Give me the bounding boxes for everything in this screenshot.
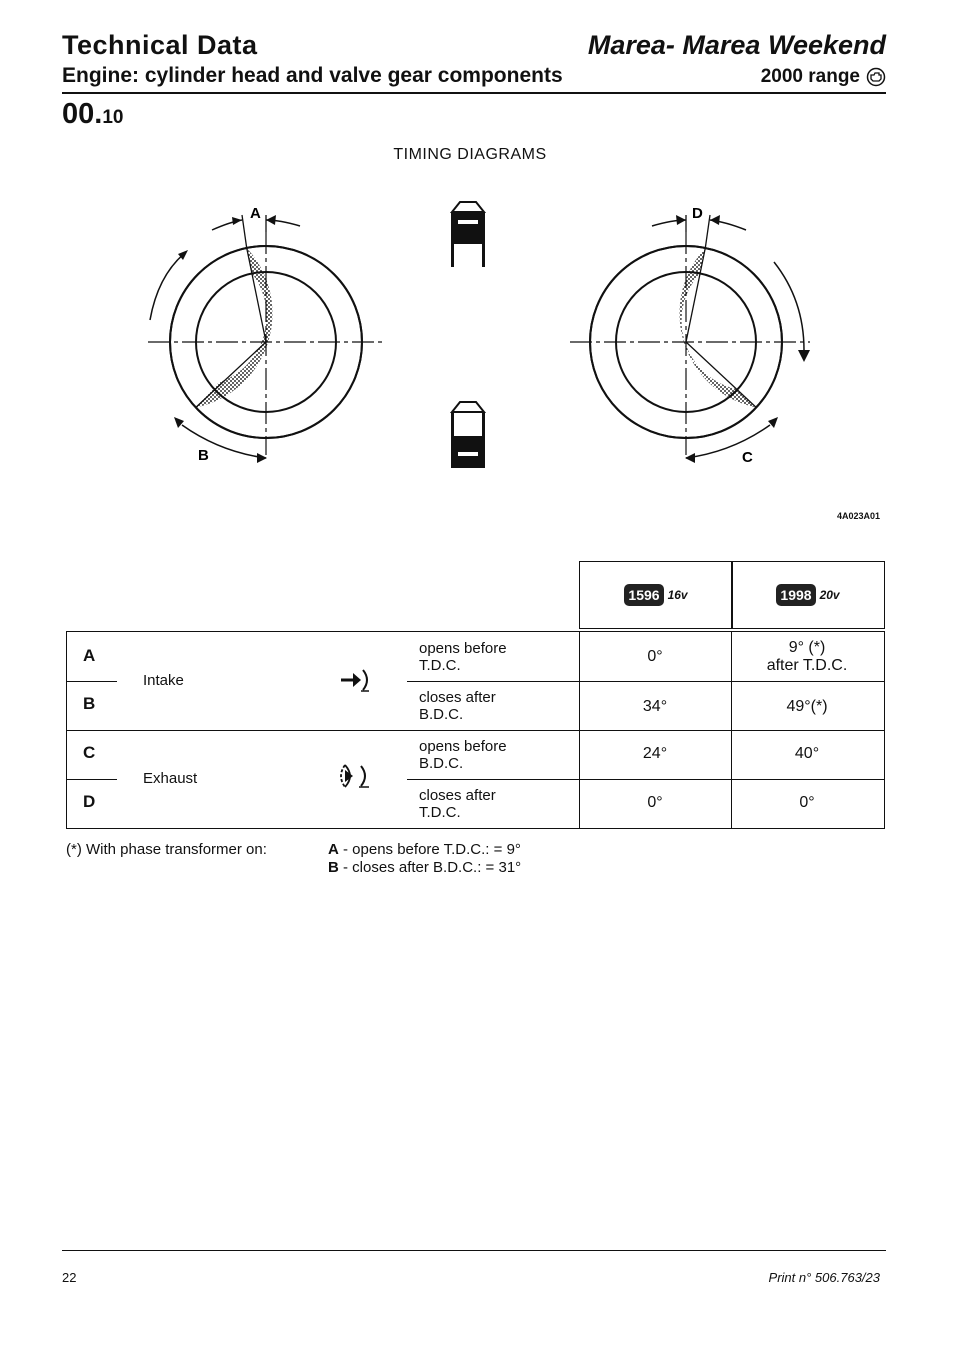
- print-number: Print n° 506.763/23: [768, 1270, 880, 1285]
- note-intro: (*) With phase transformer on:: [66, 841, 267, 858]
- value-a-1596: 0°: [647, 648, 663, 665]
- piston-bdc-icon: [451, 402, 485, 468]
- timing-table: [66, 631, 885, 829]
- row-letter-b: B: [83, 694, 96, 713]
- value-a-1998: 9° (*) after T.D.C.: [766, 639, 848, 674]
- desc-a: opens before T.D.C.: [419, 640, 507, 674]
- engine-header-1998: [731, 561, 885, 629]
- group-intake: Intake: [143, 672, 184, 689]
- value-b-1998: 49°(*): [786, 698, 828, 715]
- page-number: 22: [62, 1270, 77, 1285]
- section-number: 00.10: [62, 98, 124, 130]
- label-c: C: [742, 449, 753, 466]
- intake-diagram: [148, 205, 385, 464]
- exhaust-arrow-icon: [337, 762, 373, 790]
- label-a: A: [250, 205, 261, 222]
- range-label: [761, 66, 886, 88]
- diagram-title: TIMING DIAGRAMS: [393, 146, 547, 163]
- desc-d: closes after T.D.C.: [419, 787, 496, 821]
- engine-header-1596: [579, 561, 733, 629]
- model-name: Marea- Marea Weekend: [587, 30, 886, 60]
- page-subtitle: Engine: cylinder head and valve gear components: [62, 64, 563, 87]
- row-letter-a: A: [83, 646, 96, 665]
- value-c-1596: 24°: [642, 745, 668, 762]
- engine-badge-icon: 1596: [624, 584, 663, 606]
- engine-valves: 16v: [667, 588, 688, 602]
- intake-arrow-icon: [339, 667, 373, 693]
- value-c-1998: 40°: [794, 745, 820, 762]
- value-d-1596: 0°: [647, 794, 663, 811]
- header-rule: [62, 92, 886, 94]
- engine-badge-icon: 1998: [776, 584, 815, 606]
- footer-rule: [62, 1250, 886, 1251]
- engine-icon: [866, 67, 886, 87]
- desc-c: opens before B.D.C.: [419, 738, 507, 772]
- timing-diagram: [120, 190, 820, 490]
- note-line-2: B - closes after B.D.C.: = 31°: [328, 859, 522, 876]
- value-b-1596: 34°: [642, 698, 668, 715]
- piston-tdc-icon: [451, 202, 485, 267]
- note-line-1: A - opens before T.D.C.: = 9°: [328, 841, 521, 858]
- exhaust-diagram: [570, 205, 810, 466]
- group-exhaust: Exhaust: [143, 770, 198, 787]
- desc-b: closes after B.D.C.: [419, 689, 496, 723]
- row-letter-d: D: [83, 792, 96, 811]
- label-d: D: [692, 205, 703, 222]
- figure-code: 4A023A01: [836, 511, 880, 521]
- engine-valves: 20v: [819, 588, 840, 602]
- value-d-1998: 0°: [799, 794, 815, 811]
- page-title: Technical Data: [62, 30, 258, 60]
- range-text: 2000 range: [760, 66, 860, 87]
- label-b: B: [198, 447, 209, 464]
- row-letter-c: C: [83, 743, 96, 762]
